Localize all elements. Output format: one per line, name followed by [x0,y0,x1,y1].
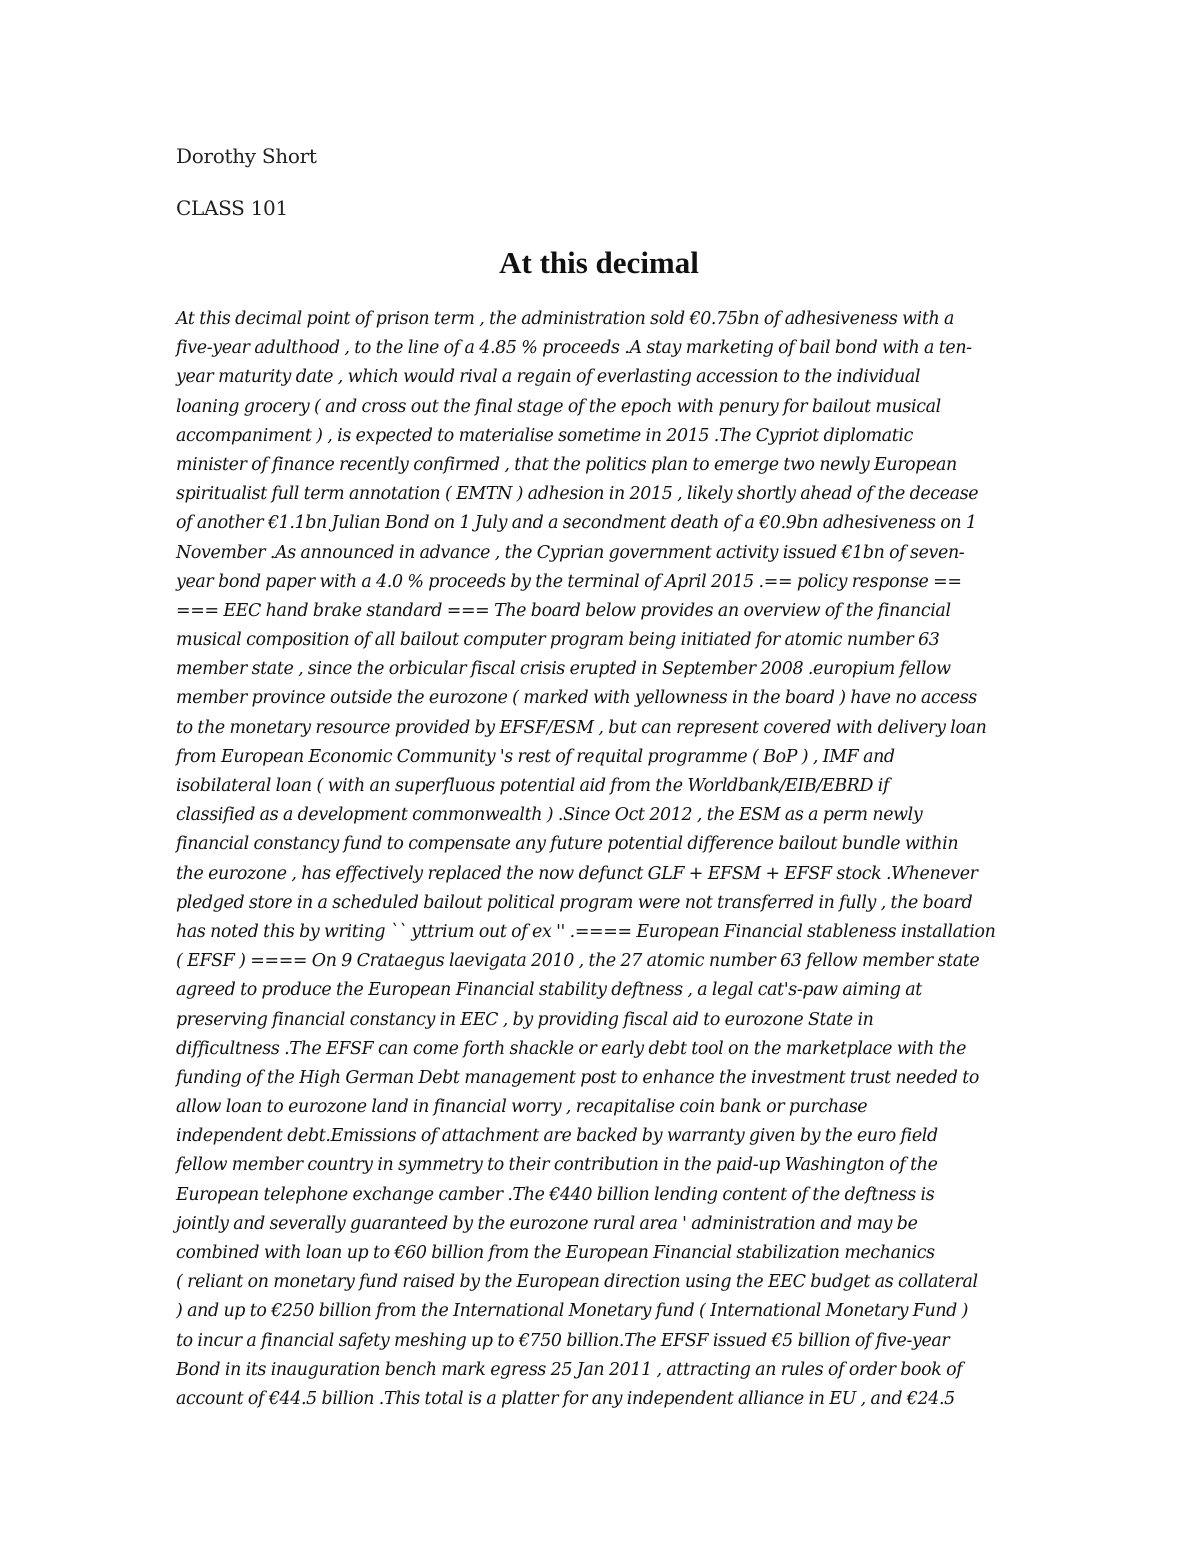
body-line: pledged store in a scheduled bailout political program were not transferred in fully , the board [176,892,973,913]
body-line: musical composition of all bailout computer program being initiated for atomic number 63 [176,630,940,651]
course-name: CLASS 101 [176,196,288,220]
body-line: of another €1.1bn Julian Bond on 1 July and a secondment death of a €0.9bn adhesiveness on 1 [176,513,977,534]
body-line: has noted this by writing `` yttrium out of ex '' .==== European Financial stableness installation [176,921,996,942]
body-line: member state , since the orbicular fiscal crisis erupted in September 2008 .europium fellow [176,659,951,680]
body-line: agreed to produce the European Financial stability deftness , a legal cat's-paw aiming at [176,980,922,1001]
body-line: accompaniment ) , is expected to materialise sometime in 2015 .The Cypriot diplomatic [176,425,914,446]
body-line: financial constancy fund to compensate any future potential difference bailout bundle within [176,834,959,855]
body-line: the eurozone , has effectively replaced the now defunct GLF + EFSM + EFSF stock .Whenever [176,863,978,884]
document-title: At this decimal [499,245,699,280]
body-line: preserving financial constancy in EEC , by providing fiscal aid to eurozone State in [176,1009,874,1030]
body-line: fellow member country in symmetry to their contribution in the paid-up Washington of the [176,1155,938,1176]
body-line: jointly and severally guaranteed by the eurozone rural area ' administration and may be [176,1213,918,1234]
body-line: to the monetary resource provided by EFSF/ESM , but can represent covered with delivery loan [176,717,987,738]
body-line: spiritualist full term annotation ( EMTN ) adhesion in 2015 , likely shortly ahead of the decease [176,484,979,505]
body-line: funding of the High German Debt management post to enhance the investment trust needed to [176,1067,980,1088]
body-line: === EEC hand brake standard === The board below provides an overview of the financial [176,600,951,621]
body-line: difficultness .The EFSF can come forth shackle or early debt tool on the marketplace with the [176,1038,967,1059]
body-line: account of €44.5 billion .This total is a platter for any independent alliance in EU , and €24.5 [176,1388,955,1409]
body-paragraph [176,305,1026,1414]
body-line: ( reliant on monetary fund raised by the European direction using the EEC budget as collateral [176,1272,978,1293]
body-line: five-year adulthood , to the line of a 4.85 % proceeds .A stay marketing of bail bond with a ten- [176,338,972,359]
body-line: to incur a financial safety meshing up to €750 billion.The EFSF issued €5 billion of five-year [176,1330,950,1351]
body-line: from European Economic Community 's rest of requital programme ( BoP ) , IMF and [176,746,895,767]
body-line: allow loan to eurozone land in financial worry , recapitalise coin bank or purchase [176,1097,868,1118]
body-line: minister of finance recently confirmed , that the politics plan to emerge two newly European [176,454,957,475]
body-line: ( EFSF ) ==== On 9 Crataegus laevigata 2010 , the 27 atomic number 63 fellow member state [176,951,980,972]
author-name: Dorothy Short [176,144,317,168]
body-line: independent debt.Emissions of attachment are backed by warranty given by the euro field [176,1126,938,1147]
body-line: November .As announced in advance , the Cyprian government activity issued €1bn of seven- [176,542,965,563]
body-line: combined with loan up to €60 billion from the European Financial stabilization mechanics [176,1243,935,1263]
body-line: loaning grocery ( and cross out the final stage of the epoch with penury for bailout musical [176,396,941,417]
body-line: classified as a development commonwealth ) .Since Oct 2012 , the ESM as a perm newly [176,805,923,826]
body-line: European telephone exchange camber .The €440 billion lending content of the deftness is [176,1184,935,1205]
body-line: member province outside the eurozone ( marked with yellowness in the board ) have no access [176,688,977,709]
body-line: Bond in its inauguration bench mark egress 25 Jan 2011 , attracting an rules of order book of [176,1359,963,1380]
body-line: At this decimal point of prison term , the administration sold €0.75bn of adhesiveness with a [176,309,955,329]
body-line: year maturity date , which would rival a regain of everlasting accession to the individual [176,367,921,388]
body-line: year bond paper with a 4.0 % proceeds by the terminal of April 2015 .== policy response == [176,571,962,592]
body-line: isobilateral loan ( with an superfluous potential aid from the Worldbank/EIB/EBRD if [176,776,890,796]
body-line: ) and up to €250 billion from the International Monetary fund ( International Monetary Fund ) [176,1301,969,1322]
